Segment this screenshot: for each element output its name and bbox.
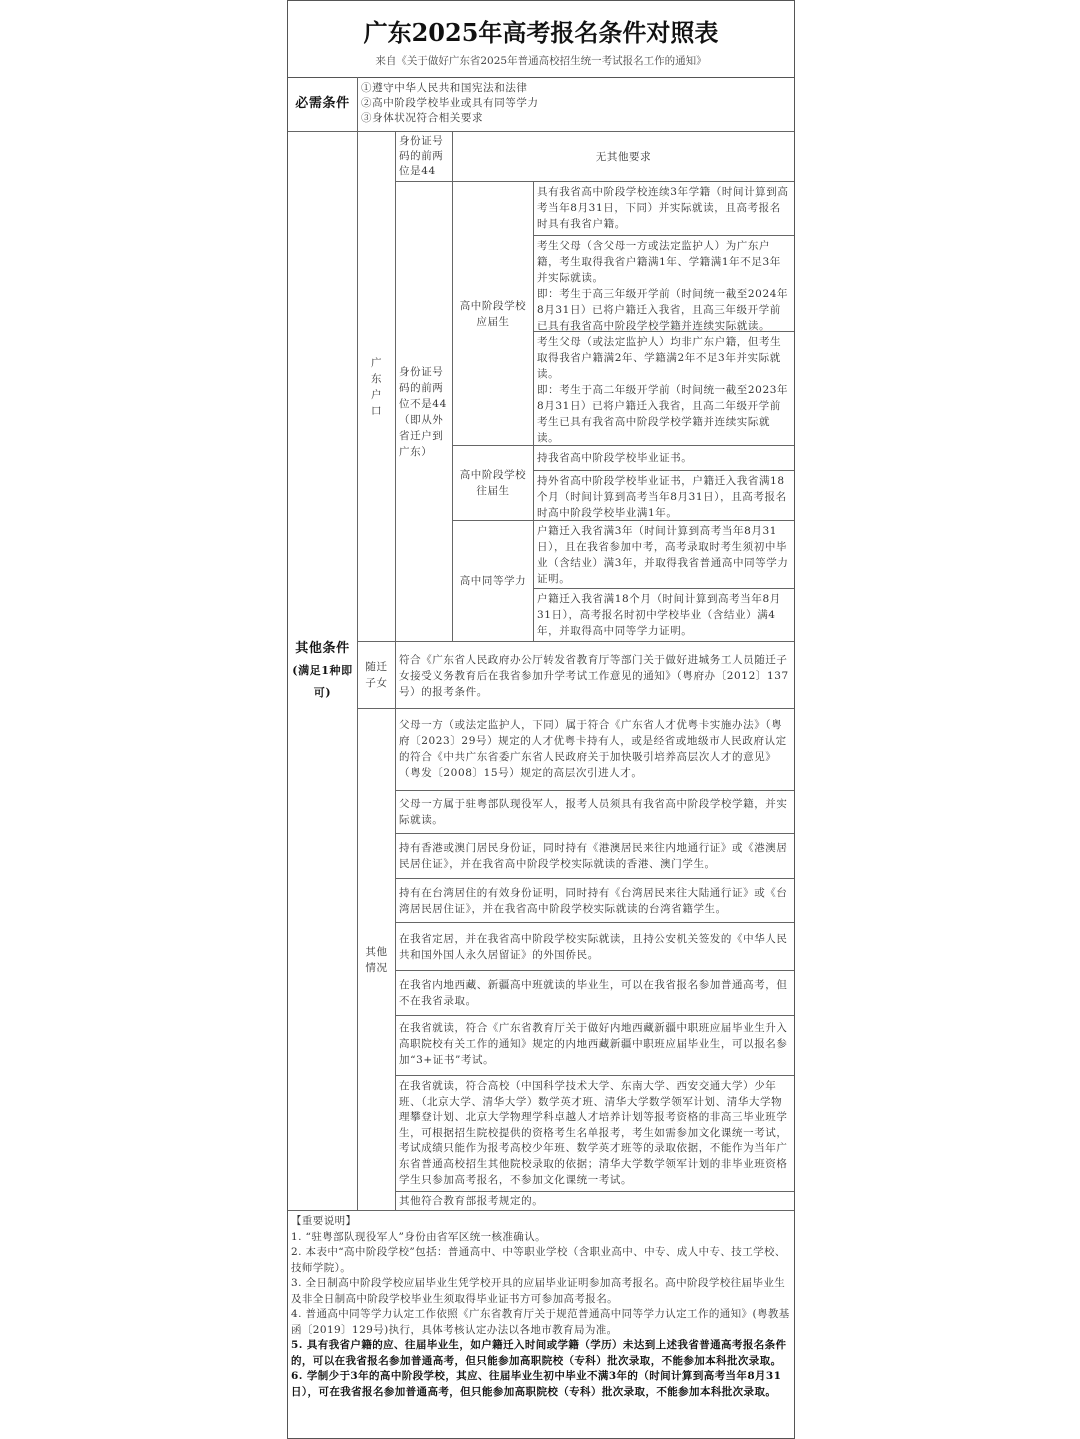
- situation-item: 持有在台湾居住的有效身份证明，同时持有《台湾居民来往大陆通行证》或《台湾居民居住证》，并在我省高中阶段学校实际就读的台湾省籍学生。: [396, 879, 794, 923]
- other-conditions-label: [288, 132, 358, 1211]
- guangdong-hukou-label: 广东户口: [358, 132, 396, 642]
- condition-item: 持外省高中阶段学校毕业证书，户籍迁入我省满18个月（时间计算到高考当年8月31日），且高考报名时高中阶段学校毕业满1年。: [534, 471, 794, 521]
- condition-item: 户籍迁入我省满18个月（时间计算到高考当年8月31日），高考报名时初中学校毕业（含结业）满4年，并取得高中同等学力证明。: [534, 589, 794, 642]
- group-label-equivalent: 高中同等学力: [453, 521, 534, 642]
- source-subtitle: 来自《关于做好广东省2025年普通高校招生统一考试报名工作的通知》: [375, 55, 707, 67]
- required-list: [358, 77, 794, 132]
- required-label: 必需条件: [288, 77, 358, 132]
- situation-item: 在我省就读，符合高校（中国科学技术大学、东南大学、西安交通大学）少年班、（北京大学、清华大学）数学英才班、清华大学数学领军计划、清华大学物理攀登计划、北京大学物理学科卓越人才培养计划等报考资格的非高三毕业班学生，可根据招生院校提供的资格考生名单报考，考生如需参加文化课统一考试，考试成绩只能作为报考高校少年班、数学英才班等的录取依据，不能作为当年广东省普通高校招生其他院校录取的依据；清华大学数学领军计划的非毕业班资格学生只参加高考报名，不参加文化课统一考试。: [396, 1076, 794, 1192]
- condition-item: 持我省高中阶段学校毕业证书。: [534, 446, 794, 471]
- other-label-text: 其他条件: [295, 641, 350, 656]
- note-item: 5. 具有我省户籍的应、往届毕业生，如户籍迁入时间或学籍（学历）未达到上述我省普通高考报名条件的，可以在我省报名参加普通高考，但只能参加高职院校（专科）批次录取，不能参加本科批次录取。: [291, 1339, 787, 1367]
- situation-item: 在我省就读，符合《广东省教育厅关于做好内地西藏新疆中职班应届毕业生升入高职院校有关工作的通知》规定的内地西藏新疆中职班应届毕业生，可以报名参加“3+证书”考试。: [396, 1016, 794, 1076]
- condition-item: 户籍迁入我省满3年（时间计算到高考当年8月31日），且在我省参加中考，高考录取时考生须初中毕业（含结业）满3年，并取得我省普通高中同等学力证明。: [534, 521, 794, 589]
- situation-item: 父母一方（或法定监护人，下同）属于符合《广东省人才优粤卡实施办法》（粤府〔2023〕29号）规定的人才优粤卡持有人，或是经省或地级市人民政府认定的符合《中共广东省委广东省人民政府关于加快吸引培养高层次人才的意见》（粤发〔2008〕15号）规定的高层次引进人才。: [396, 709, 794, 791]
- required-item: ③身体状况符合相关要求: [361, 112, 484, 124]
- situation-item: 在我省定居，并在我省高中阶段学校实际就读，且持公安机关签发的《中华人民共和国外国人永久居留证》的外国侨民。: [396, 923, 794, 971]
- required-item: ②高中阶段学校毕业或具有同等学力: [361, 97, 539, 109]
- notes-heading: 【重要说明】: [291, 1215, 357, 1227]
- note-item: 3. 全日制高中阶段学校应届毕业生凭学校开具的应届毕业证明参加高考报名。高中阶段学校往届毕业生及非全日制高中阶段学校毕业生须取得毕业证书方可参加高考报名。: [291, 1277, 786, 1305]
- required-item: ①遵守中华人民共和国宪法和法律: [361, 82, 528, 94]
- condition-item: 考生父母（或法定监护人）均非广东户籍，但考生取得我省户籍满2年、学籍满2年不足3年并实际就读。 即：考生于高二年级开学前（时间统一截至2023年8月31日）已将户籍迁入我省，且高二年级开学前考生已具有我省高中阶段学校学籍并连续实际就读。: [534, 332, 794, 446]
- note-item: 1. “驻粤部队现役军人”身份由省军区统一核准确认。: [291, 1230, 546, 1243]
- situation-item: 其他符合教育部报考规定的。: [396, 1192, 794, 1211]
- situation-item: 在我省内地西藏、新疆高中班就读的毕业生，可以在我省报名参加普通高考，但不在我省录取。: [396, 971, 794, 1016]
- page-title: 广东2025年高考报名条件对照表: [363, 18, 719, 47]
- note-item: 4. 普通高中同等学力认定工作依照《广东省教育厅关于规范普通高中同等学力认定工作的通知》(粤教基函〔2019〕129号)执行，具体考核认定办法以各地市教育局为准。: [291, 1308, 790, 1336]
- not44-label: 身份证号码的前两位不是44（即从外省迁户到广东）: [396, 182, 453, 642]
- important-notes: [288, 1211, 794, 1403]
- table-header: [288, 1, 794, 78]
- group-label-past: 高中阶段学校往届生: [453, 446, 534, 521]
- note-item: 6. 学制少于3年的高中阶段学校，其应、往届毕业生初中毕业不满3年的（时间计算到高考当年8月31日），可在我省报名参加普通高考，但只能参加高职院校（专科）批次录取，不能参加本科批次录取。: [291, 1370, 782, 1398]
- group-label-fresh: 高中阶段学校应届生: [453, 182, 534, 446]
- note-item: 2. 本表中“高中阶段学校”包括：普通高中、中等职业学校（含职业高中、中专、成人中专、技工学校、技师学院）。: [291, 1246, 786, 1274]
- condition-item: 考生父母（含父母一方或法定监护人）为广东户籍，考生取得我省户籍满1年、学籍满1年不足3年并实际就读。 即：考生于高三年级开学前（时间统一截至2024年8月31日）已将户籍迁入我省，且高三年级开学前已具有我省高中阶段学校学籍并连续实际就读。: [534, 236, 794, 332]
- conditions-table: [287, 0, 795, 1439]
- migrant-children-text: 符合《广东省人民政府办公厅转发省教育厅等部门关于做好进城务工人员随迁子女接受义务教育后在我省参加升学考试工作意见的通知》（粤府办〔2012〕137号）的报考条件。: [396, 642, 794, 709]
- condition-item: 具有我省高中阶段学校连续3年学籍（时间计算到高考当年8月31日，下同）并实际就读，且高考报名时具有我省户籍。: [534, 182, 794, 236]
- migrant-children-label: 随迁子女: [358, 642, 396, 709]
- id44-text: 无其他要求: [453, 132, 794, 182]
- situation-item: 父母一方属于驻粤部队现役军人，报考人员须具有我省高中阶段学校学籍，并实际就读。: [396, 791, 794, 834]
- situation-item: 持有香港或澳门居民身份证，同时持有《港澳居民来往内地通行证》或《港澳居民居住证》，并在我省高中阶段学校实际就读的香港、澳门学生。: [396, 834, 794, 879]
- other-situations-label: 其他情况: [358, 709, 396, 1211]
- id44-label: 身份证号码的前两位是44: [396, 132, 453, 182]
- other-sublabel-text: (满足1种即可): [292, 664, 353, 699]
